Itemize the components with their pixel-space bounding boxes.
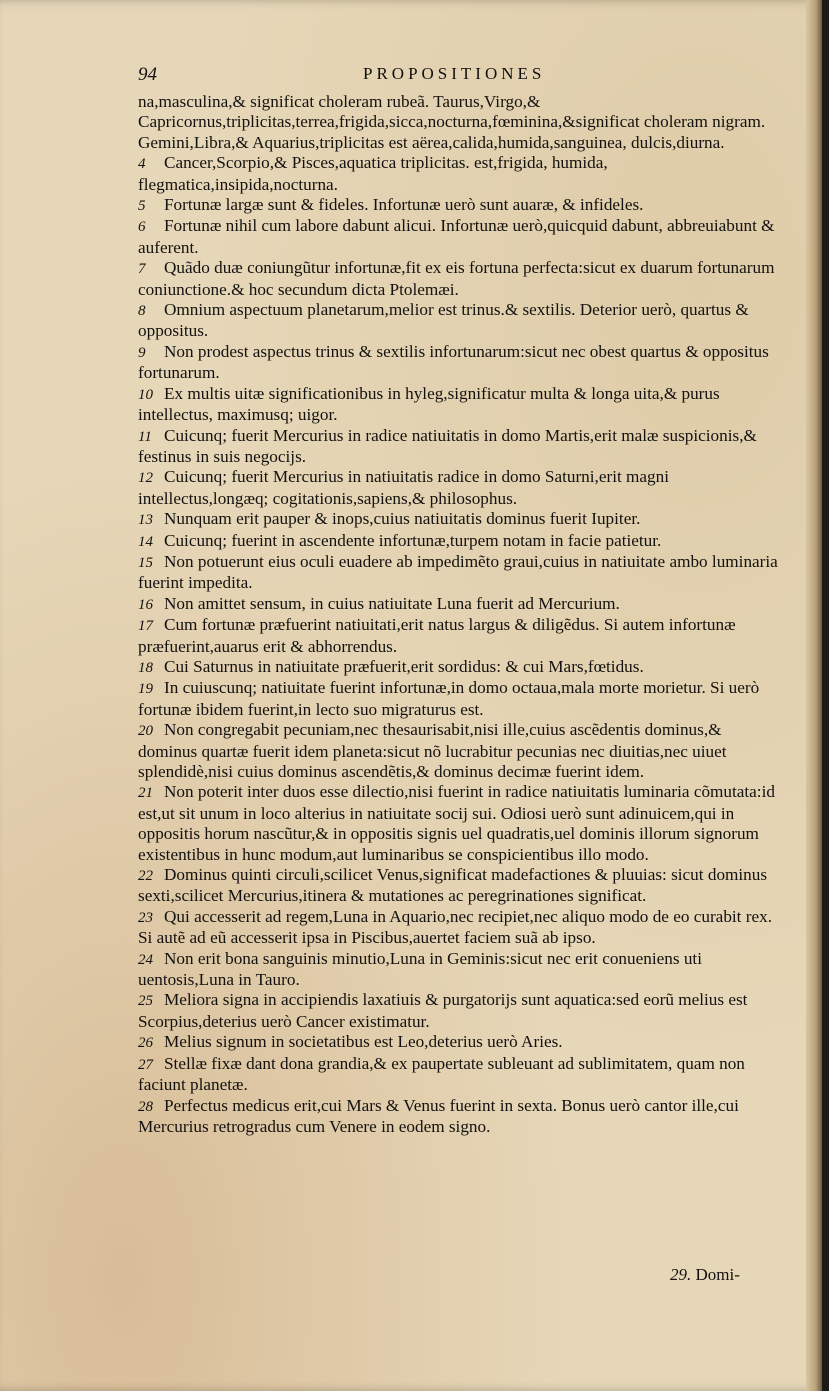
proposition-text: Stellæ fixæ dant dona grandia,& ex paupertate subleuant ad sublimitatem, quam non faciunt planetæ. [138,1053,745,1095]
proposition-text: Ex multis uitæ significationibus in hyleg,significatur multa & longa uita,& purus intellectus, maximusq; uigor. [138,383,720,425]
proposition-text: Quãdo duæ coniungũtur infortunæ,fit ex eis fortuna perfecta:sicut ex duarum fortunarum coniunctione.& hoc secundum dicta Ptolemæi. [138,258,775,299]
proposition-text: Meliora signa in accipiendis laxatiuis & purgatorijs sunt aquatica:sed eorũ melius est Scorpius,deterius uerò Cancer existimatur. [138,990,748,1031]
proposition-item [138,153,778,195]
page-edge [806,0,822,1391]
proposition-text: Fortunæ nihil cum labore dabunt alicui. Infortunæ uerò,quicquid dabunt, abbreuiabunt & auferent. [138,216,775,257]
intro-paragraph: na,masculina,& significat choleram rubeã. Taurus,Virgo,& Capricornus,triplicitas,terrea,frigida,sicca,nocturna,fœminina,&significat choleram nigram. Gemini,Libra,& Aquarius,triplicitas est aërea,calida,humida,sanguinea, dulcis,diurna. [138,92,766,152]
proposition-item [138,531,778,552]
proposition-number: 5 [138,198,146,215]
proposition-text: Cum fortunæ præfuerint natiuitati,erit natus largus & diligẽdus. Si autem infortunæ præfuerint,auarus erit & abhorrendus. [138,615,736,656]
proposition-text: Fortunæ largæ sunt & fideles. Infortunæ uerò sunt auaræ, & infideles. [164,195,644,215]
proposition-text: Qui accesserit ad regem,Luna in Aquario,nec recipiet,nec aliquo modo de eo curabit rex. Si autẽ ad eũ accesserit ipsa in Piscibus,auertet faciem suã ab ipso. [138,906,772,948]
proposition-item [138,258,778,300]
proposition-number: 12 [138,470,153,487]
proposition-number: 15 [138,554,153,571]
proposition-number: 18 [138,659,153,676]
proposition-item [138,907,778,949]
proposition-item [138,342,778,384]
proposition-item [138,552,778,594]
proposition-item [138,720,778,782]
proposition-number: 17 [138,618,153,635]
proposition-item [138,509,778,530]
proposition-item [138,865,778,907]
text-body [138,92,778,1137]
proposition-text: Omnium aspectuum planetarum,melior est trinus.& sextilis. Deterior uerò, quartus & oppositus. [138,300,749,341]
proposition-text: Non potuerunt eius oculi euadere ab impedimẽto graui,cuius in natiuitate ambo luminaria fuerint impedita. [138,551,778,593]
proposition-text: Cuicunq; fuerint in ascendente infortunæ,turpem notam in facie patietur. [164,530,662,550]
proposition-number: 22 [138,868,153,885]
proposition-item [138,1096,778,1138]
proposition-text: Perfectus medicus erit,cui Mars & Venus fuerint in sexta. Bonus uerò cantor ille,cui Mercurius retrogradus cum Venere in eodem signo. [138,1095,739,1136]
proposition-number: 19 [138,681,153,698]
proposition-item [138,782,778,865]
proposition-number: 9 [138,344,146,361]
proposition-item [138,594,778,615]
proposition-number: 10 [138,386,153,403]
proposition-number: 25 [138,993,153,1010]
running-title: PROPOSITIONES [363,64,546,83]
proposition-item [138,195,778,216]
proposition-text: Non amittet sensum, in cuius natiuitate Luna fuerit ad Mercurium. [164,593,620,613]
proposition-item [138,426,778,468]
proposition-number: 28 [138,1098,153,1115]
proposition-item [138,990,778,1032]
proposition-text: In cuiuscunq; natiuitate fuerint infortunæ,in domo octaua,mala morte morietur. Si uerò fortunæ ibidem fuerint,in lecto suo migraturus est. [138,678,760,719]
proposition-text: Nunquam erit pauper & inops,cuius natiuitatis dominus fuerit Iupiter. [164,509,641,529]
proposition-item [138,949,778,991]
proposition-number: 24 [138,951,153,968]
proposition-number: 14 [138,533,153,550]
proposition-text: Melius signum in societatibus est Leo,deterius uerò Aries. [164,1032,563,1052]
proposition-number: 27 [138,1056,153,1073]
proposition-item [138,615,778,657]
proposition-number: 23 [138,909,153,926]
proposition-item [138,300,778,342]
proposition-text: Non congregabit pecuniam,nec thesaurisabit,nisi ille,cuius ascẽdentis dominus,& dominus quartæ fuerit idem planeta:sicut nõ lucrabitur pecunias nec diuitias,nec uiuet splendidè,nisi cuius dominus ascendẽtis,& dominus decimæ fuerint idem. [138,720,727,781]
proposition-item [138,467,778,509]
catchword-text: Domi- [695,1265,740,1284]
catchword [670,1265,740,1285]
proposition-text: Non prodest aspectus trinus & sextilis infortunarum:sicut nec obest quartus & oppositus fortunarum. [138,341,769,383]
page-number: 94 [138,64,157,85]
proposition-text: Cui Saturnus in natiuitate præfuerit,erit sordidus: & cui Mars,fœtidus. [164,656,644,676]
proposition-list [138,153,778,1137]
proposition-text: Dominus quinti circuli,scilicet Venus,significat madefactiones & pluuias: sicut dominus sexti,scilicet Mercurius,itinera & mutationes ac peregrinationes significat. [138,865,768,906]
proposition-number: 20 [138,723,153,740]
proposition-number: 6 [138,219,146,236]
proposition-item [138,678,778,720]
proposition-number: 21 [138,785,153,802]
page-header [138,64,778,90]
proposition-number: 4 [138,156,146,173]
proposition-text: Cancer,Scorpio,& Pisces,aquatica triplicitas. est,frigida, humida, flegmatica,insipida,nocturna. [138,153,608,194]
proposition-item [138,1054,778,1096]
proposition-text: Cuicunq; fuerit Mercurius in natiuitatis radice in domo Saturni,erit magni intellectus,longæq; cogitationis,sapiens,& philosophus. [138,467,670,508]
proposition-item [138,216,778,258]
proposition-item [138,1032,778,1053]
proposition-text: Non poterit inter duos esse dilectio,nisi fuerint in radice natiuitatis luminaria cõmutata:id est,ut sit unum in loco alterius in natiuitate socij sui. Odiosi uerò sunt adinuicem,qui in oppositis horum nascũtur,& in oppositis signis uel quadratis,uel dominis illorum signorum existentibus in hunc modum,aut luminaribus se conspicientibus illo modo. [138,782,775,864]
proposition-number: 11 [138,428,152,445]
proposition-text: Cuicunq; fuerit Mercurius in radice natiuitatis in domo Martis,erit malæ suspicionis,& festinus in suis negocijs. [138,425,757,466]
proposition-number: 8 [138,303,146,320]
catchword-number: 29. [670,1265,692,1284]
proposition-text: Non erit bona sanguinis minutio,Luna in Geminis:sicut nec erit conueniens uti uentosis,Luna in Tauro. [138,948,702,990]
proposition-number: 16 [138,596,153,613]
proposition-item [138,657,778,678]
proposition-number: 26 [138,1035,153,1052]
proposition-number: 7 [138,261,146,278]
proposition-item [138,384,778,426]
proposition-number: 13 [138,512,153,529]
